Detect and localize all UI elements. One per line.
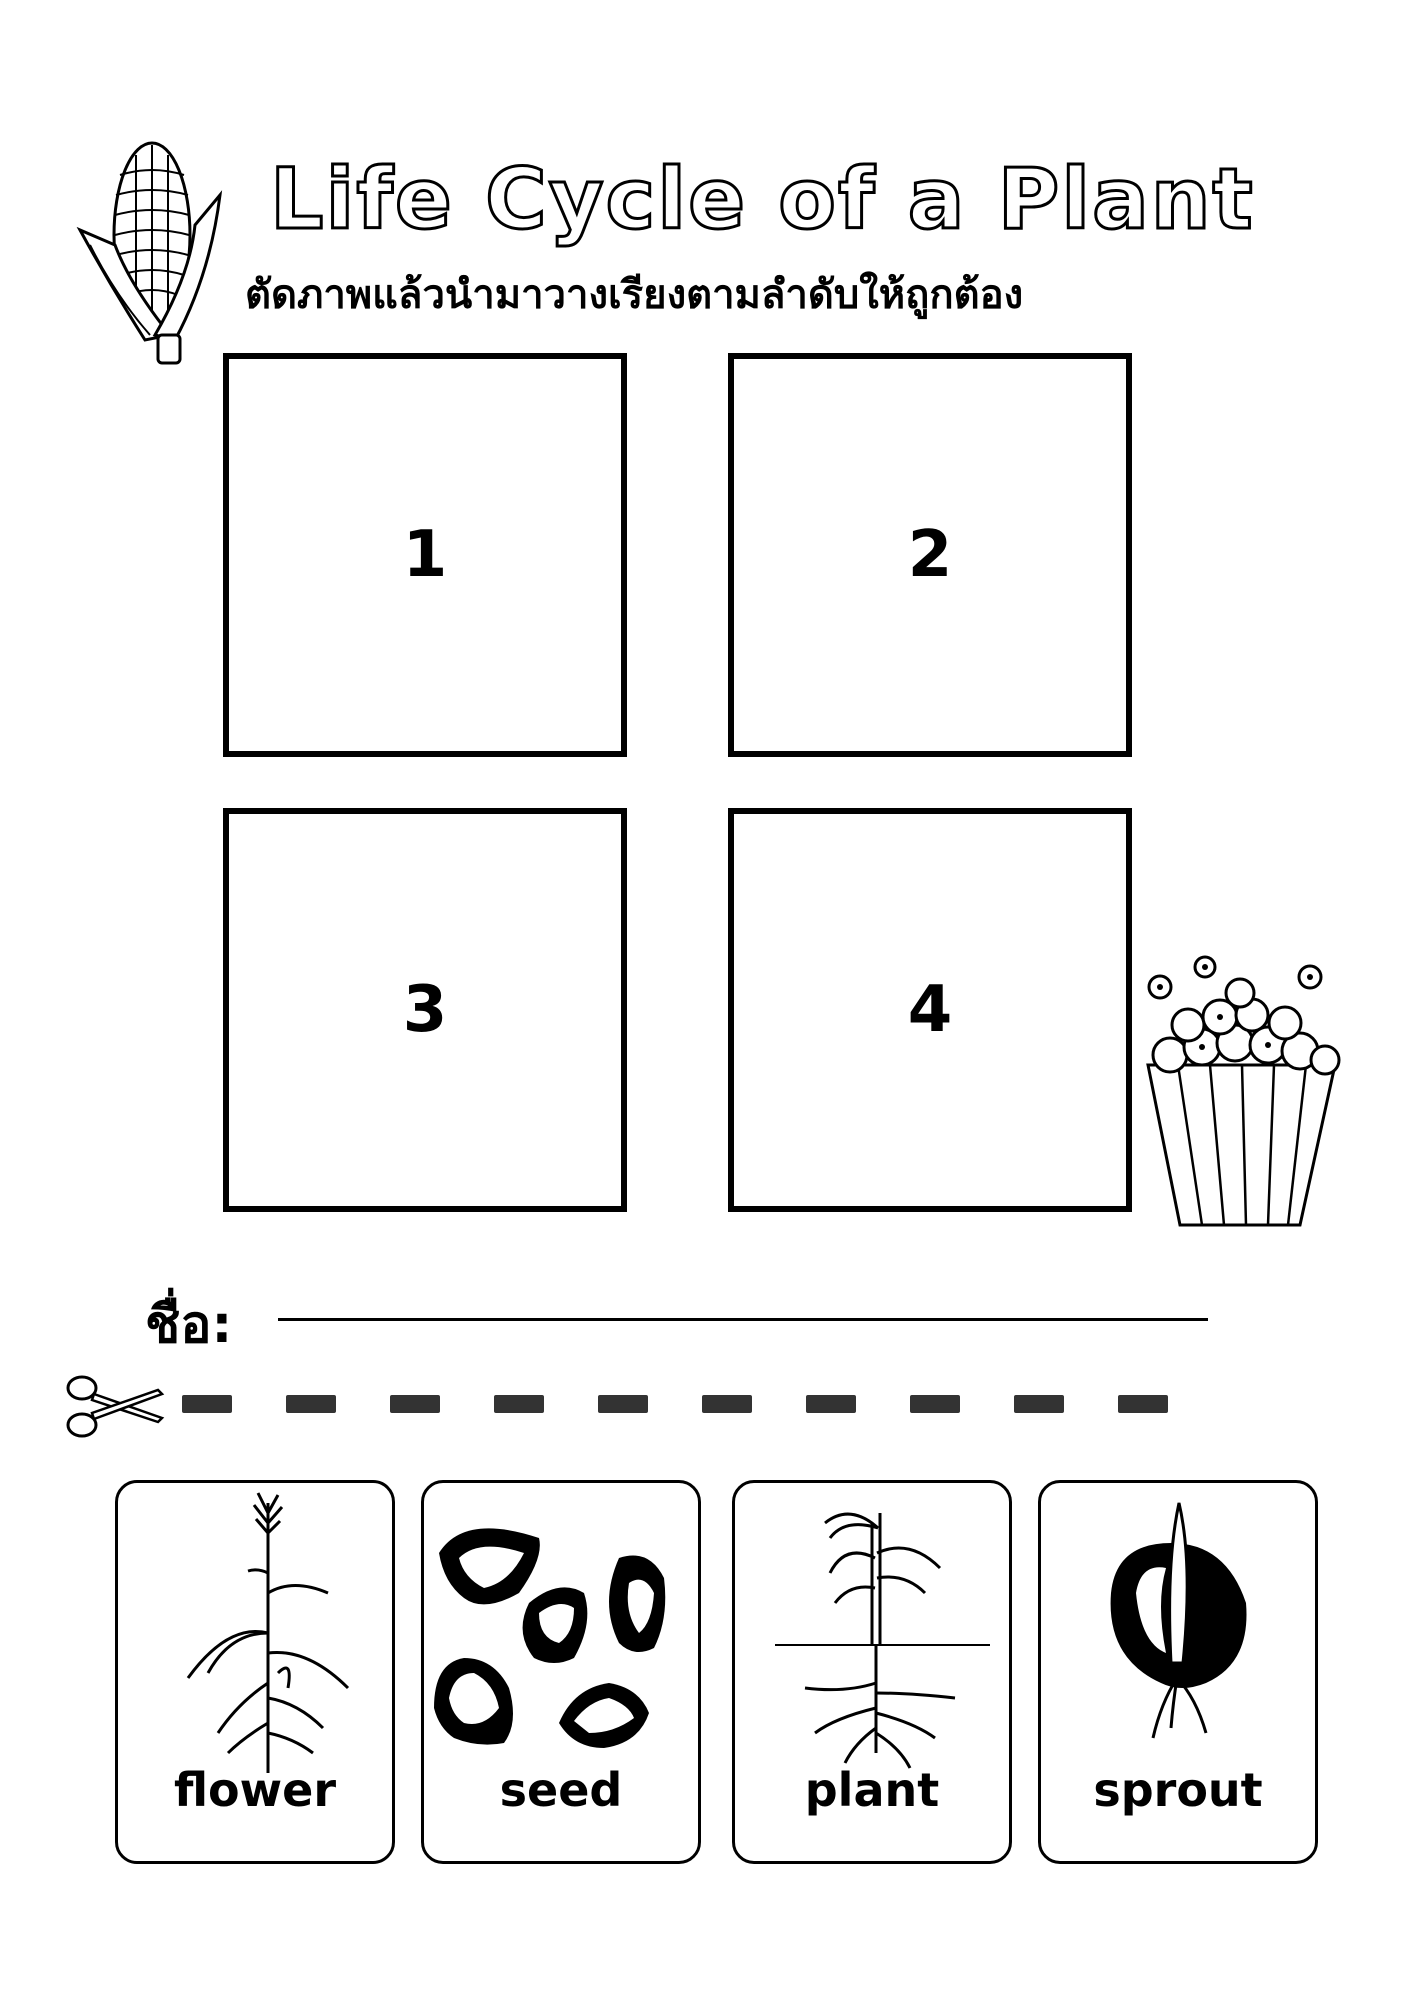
cut-line-dash bbox=[1014, 1395, 1064, 1413]
popcorn-icon bbox=[1140, 955, 1345, 1235]
cut-line-dash bbox=[494, 1395, 544, 1413]
box-number: 4 bbox=[907, 973, 953, 1047]
answer-box-4 bbox=[728, 808, 1132, 1212]
box-number: 3 bbox=[402, 973, 448, 1047]
cut-line-dash bbox=[806, 1395, 856, 1413]
card-seed[interactable] bbox=[421, 1480, 701, 1864]
answer-box-3 bbox=[223, 808, 627, 1212]
card-sprout[interactable] bbox=[1038, 1480, 1318, 1864]
scissors-icon bbox=[62, 1370, 167, 1445]
cut-line-dash bbox=[1118, 1395, 1168, 1413]
card-label: plant bbox=[804, 1763, 940, 1817]
cut-line-dash bbox=[598, 1395, 648, 1413]
cut-line-dash bbox=[286, 1395, 336, 1413]
card-label: seed bbox=[499, 1763, 623, 1817]
instruction-text: ตัดภาพแล้วนำมาวางเรียงตามลำดับให้ถูกต้อง bbox=[245, 272, 1024, 318]
name-line bbox=[278, 1318, 1208, 1321]
corn-plant-icon bbox=[735, 1483, 1009, 1783]
card-label: sprout bbox=[1093, 1763, 1263, 1817]
corn-cob-icon bbox=[70, 135, 230, 370]
answer-box-2 bbox=[728, 353, 1132, 757]
card-flower[interactable] bbox=[115, 1480, 395, 1864]
cut-line-dash bbox=[910, 1395, 960, 1413]
cut-line-dash bbox=[390, 1395, 440, 1413]
box-number: 1 bbox=[402, 518, 448, 592]
sprout-icon bbox=[1041, 1483, 1315, 1783]
card-label: flower bbox=[173, 1763, 337, 1817]
corn-seeds-icon bbox=[424, 1483, 698, 1783]
box-number: 2 bbox=[907, 518, 953, 592]
page-title: Life Cycle of a Plant bbox=[270, 150, 1255, 248]
corn-flower-icon bbox=[118, 1483, 392, 1783]
card-plant[interactable] bbox=[732, 1480, 1012, 1864]
answer-box-1 bbox=[223, 353, 627, 757]
cut-line-dash bbox=[702, 1395, 752, 1413]
cut-line-dash bbox=[182, 1395, 232, 1413]
name-label: ชื่อ: bbox=[145, 1295, 233, 1355]
